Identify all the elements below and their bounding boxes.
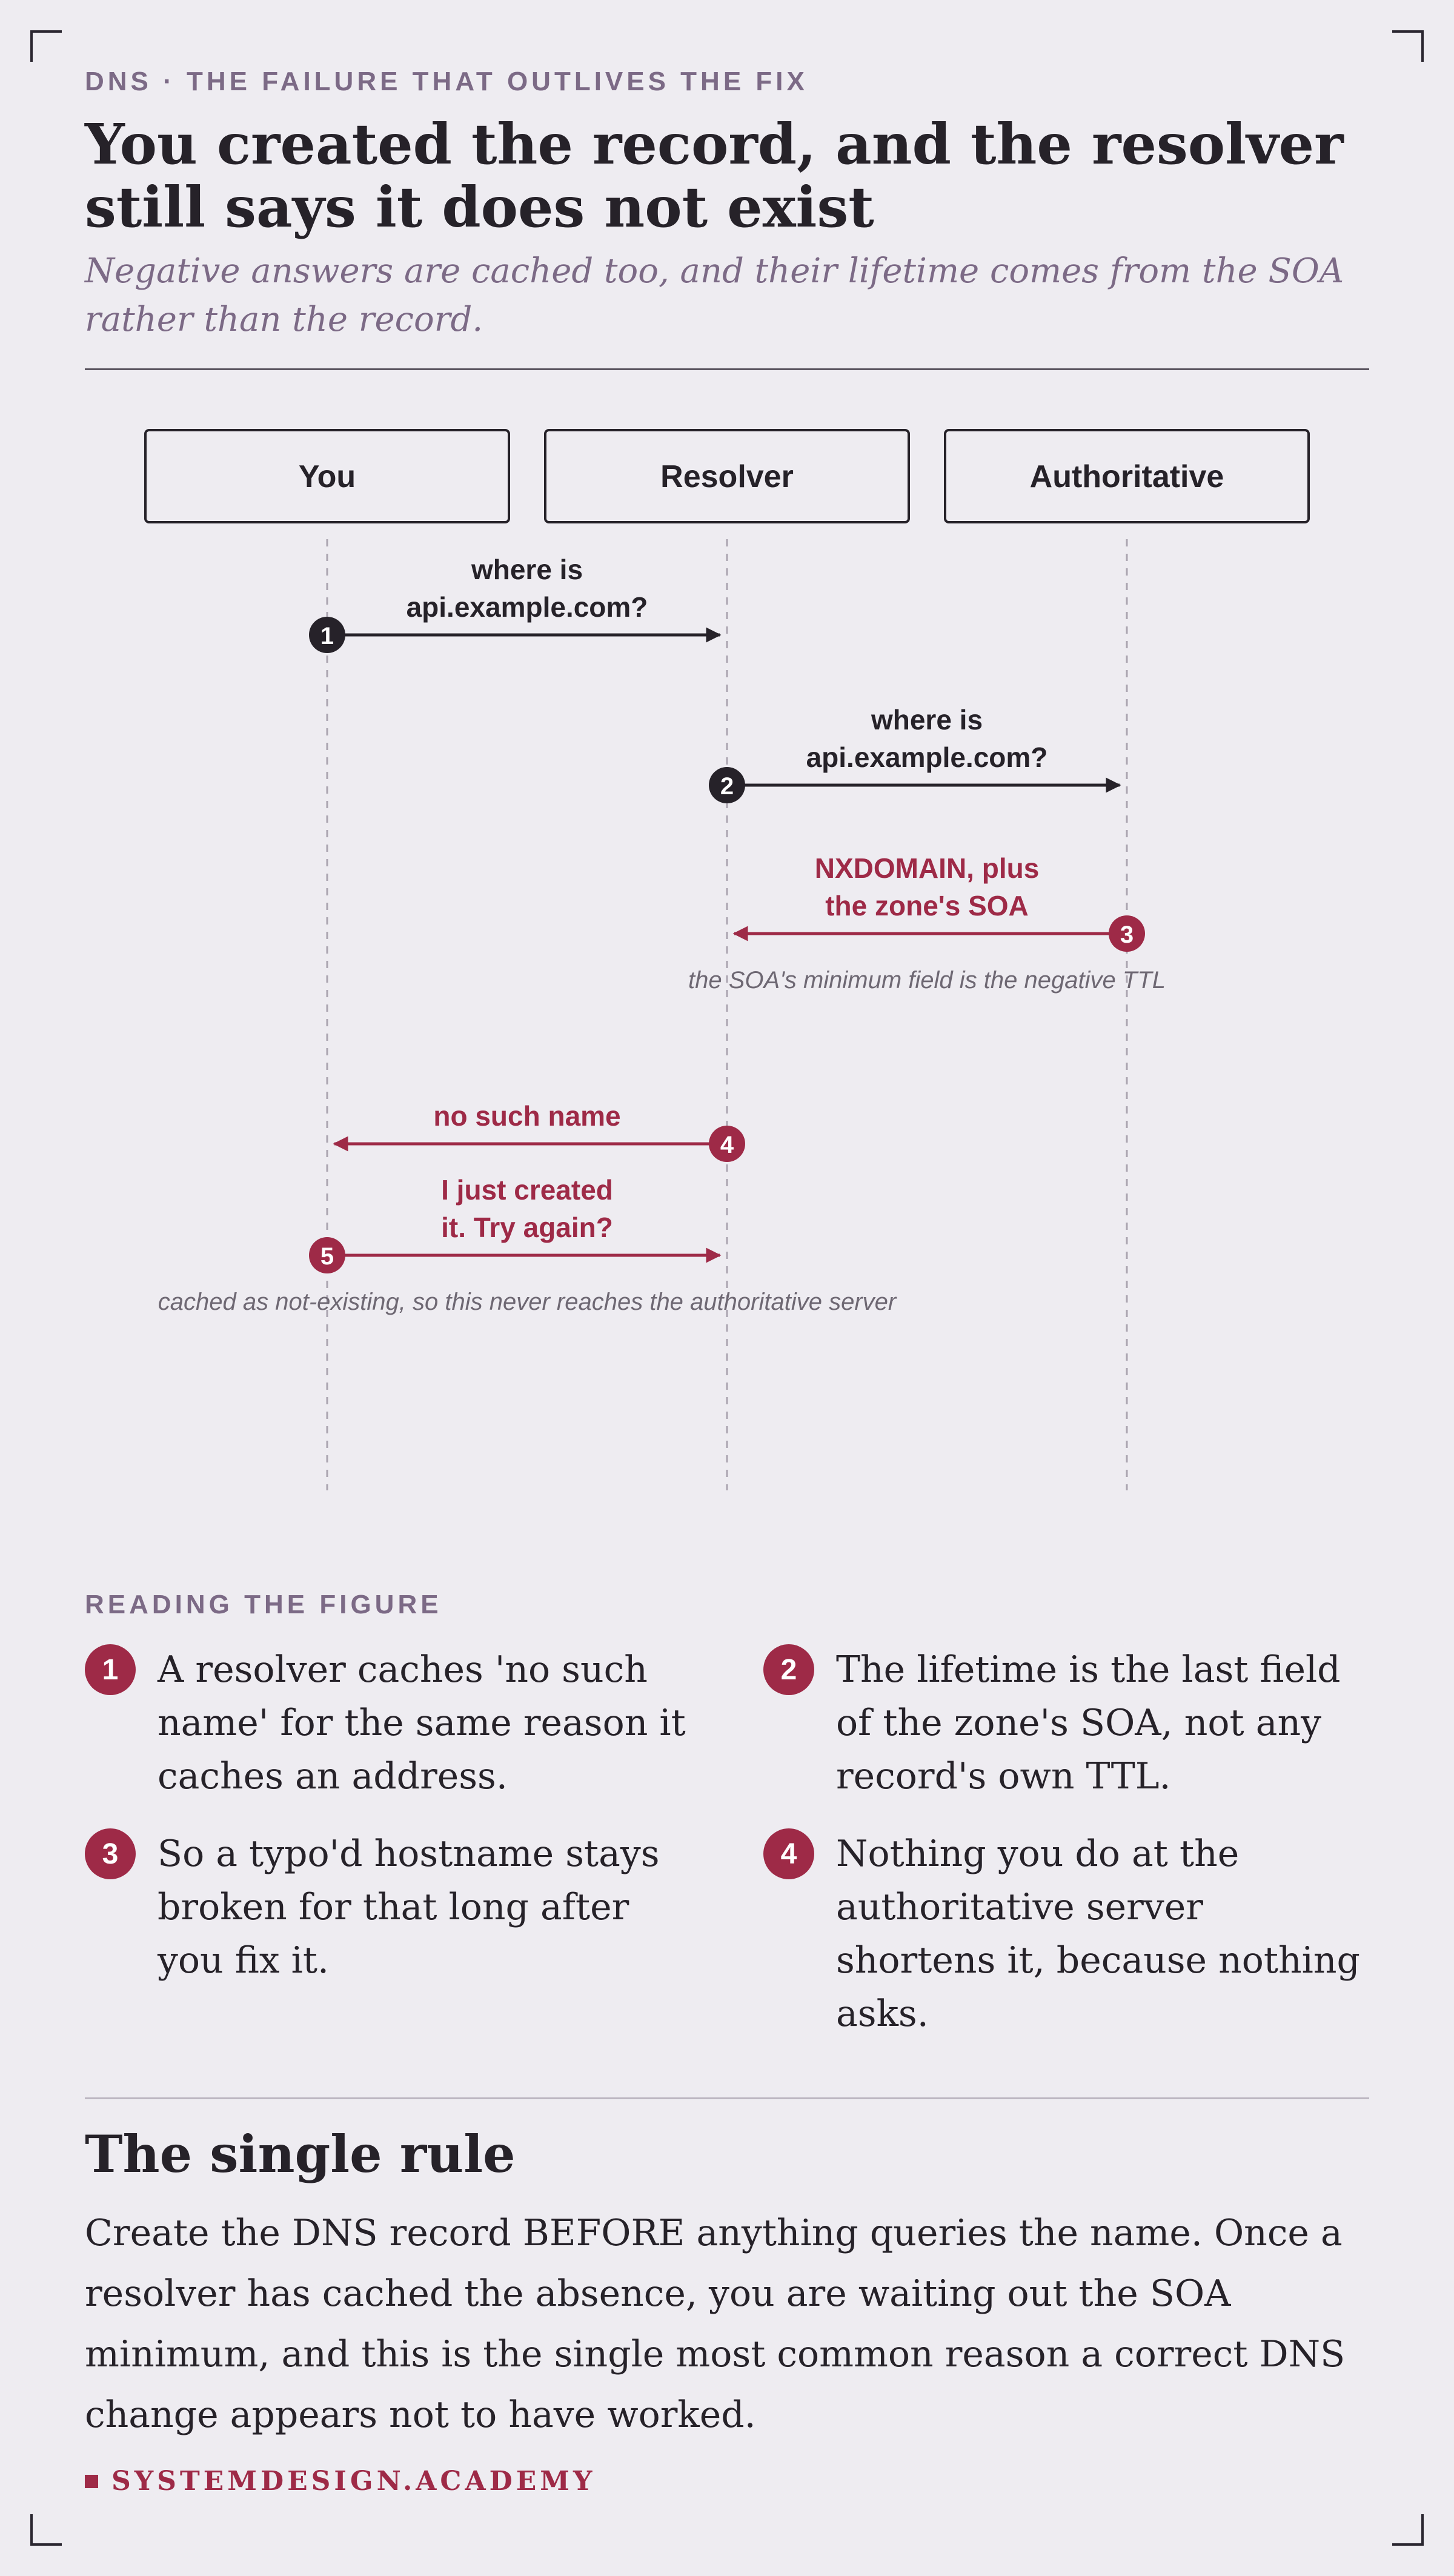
step-badge-2: 2 <box>763 1644 814 1695</box>
participant-authoritative <box>945 430 1309 522</box>
rule-title: The single rule <box>85 2124 516 2184</box>
reading-note-4 <box>763 1827 1369 2040</box>
message-label: NXDOMAIN, plus <box>814 852 1040 884</box>
participant-label: Resolver <box>660 459 794 494</box>
brand <box>85 2466 596 2497</box>
kicker: DNS · THE FAILURE THAT OUTLIVES THE FIX <box>85 67 808 96</box>
step-badge-4: 4 <box>763 1828 814 1879</box>
message-2 <box>709 704 1120 803</box>
section-divider <box>85 2097 1369 2099</box>
page-title: You created the record, and the resolver still says it does not exist <box>85 111 1344 240</box>
message-note: the SOA's minimum field is the negative TTL <box>688 967 1166 994</box>
participant-label: Authoritative <box>1029 459 1224 494</box>
message-label: api.example.com? <box>806 742 1048 773</box>
reading-note-text: A resolver caches 'no such name' for the same reason it caches an address. <box>158 1648 686 1798</box>
message-note: cached as not-existing, so this never reaches the authoritative server <box>158 1289 897 1315</box>
message-label: I just created <box>441 1174 613 1206</box>
reading-note-text: So a typo'd hostname stays broken for that long after you fix it. <box>158 1833 660 1982</box>
reading-note-text: Nothing you do at the authoritative server shortens it, because nothing asks. <box>836 1833 1360 2035</box>
step-number: 2 <box>720 773 734 800</box>
participant-label: You <box>298 459 356 494</box>
corner-mark-bottom-right <box>1392 2514 1424 2546</box>
message-label: the zone's SOA <box>825 890 1029 921</box>
step-badge-1: 1 <box>85 1644 136 1695</box>
page-subtitle: Negative answers are cached too, and their lifetime comes from the SOA rather than the record. <box>85 251 1344 339</box>
rule-body: Create the DNS record BEFORE anything queries the name. Once a resolver has cached the absence, you are waiting out the SOA minimum, and this is the single most common reason a correct DNS change appears not to have worked. <box>85 2212 1346 2436</box>
step-number: 1 <box>320 623 334 649</box>
message-3 <box>688 852 1166 994</box>
message-4 <box>334 1100 745 1162</box>
step-number: 5 <box>320 1243 334 1270</box>
step-number: 3 <box>1120 921 1134 948</box>
reading-note-text: The lifetime is the last field of the zone's SOA, not any record's own TTL. <box>836 1648 1341 1798</box>
message-label: where is <box>871 704 983 735</box>
reading-note-3 <box>85 1827 763 2040</box>
message-5 <box>158 1174 897 1315</box>
reading-note-1 <box>85 1643 763 1803</box>
message-label: no such name <box>433 1100 621 1132</box>
message-label: where is <box>471 554 583 585</box>
step-number: 4 <box>720 1132 734 1158</box>
brand-square-icon <box>85 2475 98 2488</box>
reading-note-2 <box>763 1643 1369 1803</box>
reading-notes <box>85 1643 1369 2040</box>
message-label: api.example.com? <box>406 591 648 623</box>
participant-resolver <box>545 430 909 522</box>
brand-text: SYSTEMDESIGN.ACADEMY <box>111 2466 596 2497</box>
reading-label: READING THE FIGURE <box>85 1590 442 1619</box>
step-badge-3: 3 <box>85 1828 136 1879</box>
message-1 <box>309 554 720 653</box>
message-label: it. Try again? <box>441 1212 613 1243</box>
participant-you <box>145 430 509 522</box>
corner-mark-bottom-left <box>30 2514 62 2546</box>
